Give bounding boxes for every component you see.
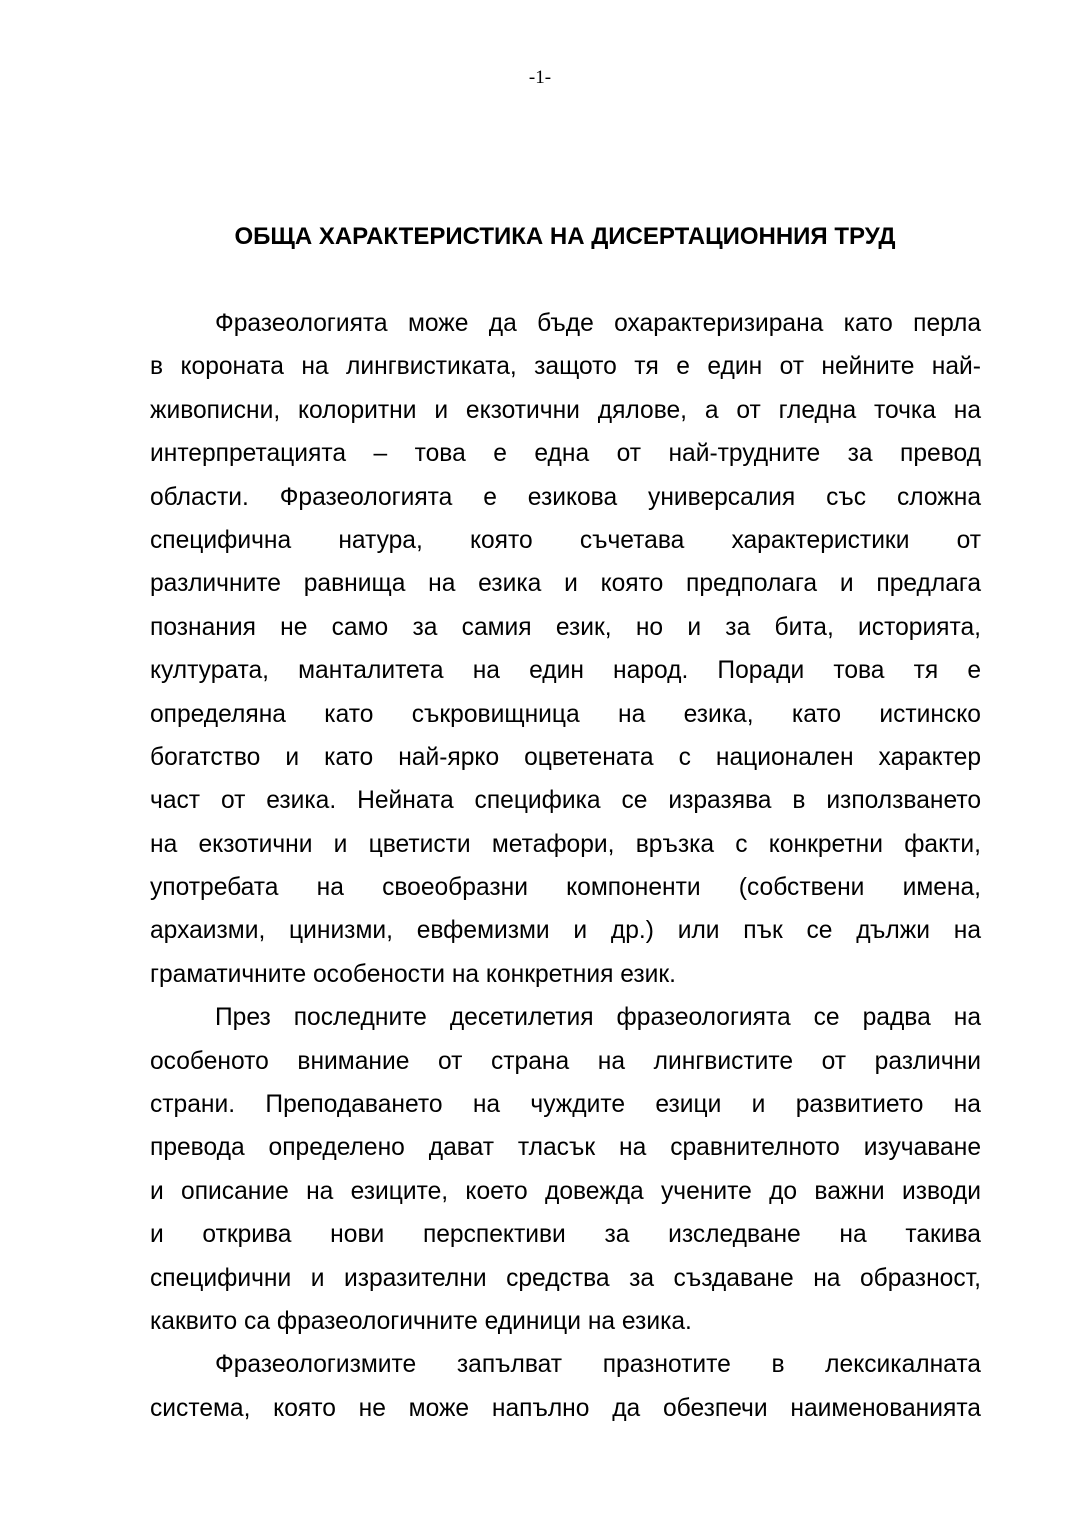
text-line: специфична натура, която съчетава характеристики от	[150, 526, 981, 554]
text-line: познания не само за самия език, но и за бита, историята,	[150, 613, 981, 641]
text-line: употребата на своеобразни компоненти (собствени имена,	[150, 874, 981, 902]
text-line: специфични и изразителни средства за създаване на образност,	[150, 1264, 981, 1292]
text-line: различните равнища на езика и която предполага и предлага	[150, 570, 981, 598]
text-line: архаизми, цинизми, евфемизми и др.) или пък се дължи на	[150, 917, 981, 945]
text-line: живописни, колоритни и екзотични дялове, а от гледна точка на	[150, 396, 981, 424]
text-line: Фразеологизмите запълват празнотите в лексикалната	[215, 1351, 981, 1379]
text-line: част от езика. Нейната специфика се изразява в използването	[150, 787, 981, 815]
text-line: Фразеологията може да бъде охарактеризирана като перла	[215, 310, 981, 337]
paragraph-1	[150, 302, 981, 996]
text-line: и открива нови перспективи за изследване на такива	[150, 1221, 981, 1249]
text-line: система, която не може напълно да обезпечи наименованията	[150, 1394, 981, 1422]
text-line: страни. Преподаването на чуждите езици и развитието на	[150, 1091, 981, 1119]
text-line: определяна като съкровищница на езика, като истинско	[150, 700, 981, 728]
paragraph-2	[150, 996, 981, 1343]
text-line: в короната на лингвистиката, защото тя е един от нейните най-	[150, 353, 981, 381]
text-line: богатство и като най-ярко оцветената с национален характер	[150, 743, 981, 771]
text-line: През последните десетилетия фразеологията се радва на	[215, 1004, 981, 1032]
text-line: на екзотични и цветисти метафори, връзка с конкретни факти,	[150, 830, 981, 858]
text-line: интерпретацията – това е една от най-трудните за превод	[150, 440, 981, 468]
text-line: превода определено дават тласък на сравнителното изучаване	[150, 1134, 981, 1162]
text-line: области. Фразеологията е езикова универсалия със сложна	[150, 483, 981, 511]
text-line: и описание на езиците, което довежда учените до важни изводи	[150, 1177, 981, 1205]
text-line: особеното внимание от страна на лингвистите от различни	[150, 1047, 981, 1075]
page-number: -1-	[528, 67, 552, 88]
text-line: културата, манталитета на един народ. Поради това тя е	[150, 657, 981, 685]
section-heading: ОБЩА ХАРАКТЕРИСТИКА НА ДИСЕРТАЦИОННИЯ ТРУД	[234, 223, 896, 250]
text-line: каквито са фразеологичните единици на езика.	[150, 1307, 692, 1335]
body-text	[150, 302, 981, 1430]
paragraph-3	[150, 1343, 981, 1430]
text-line: граматичните особености на конкретния език.	[150, 960, 676, 988]
